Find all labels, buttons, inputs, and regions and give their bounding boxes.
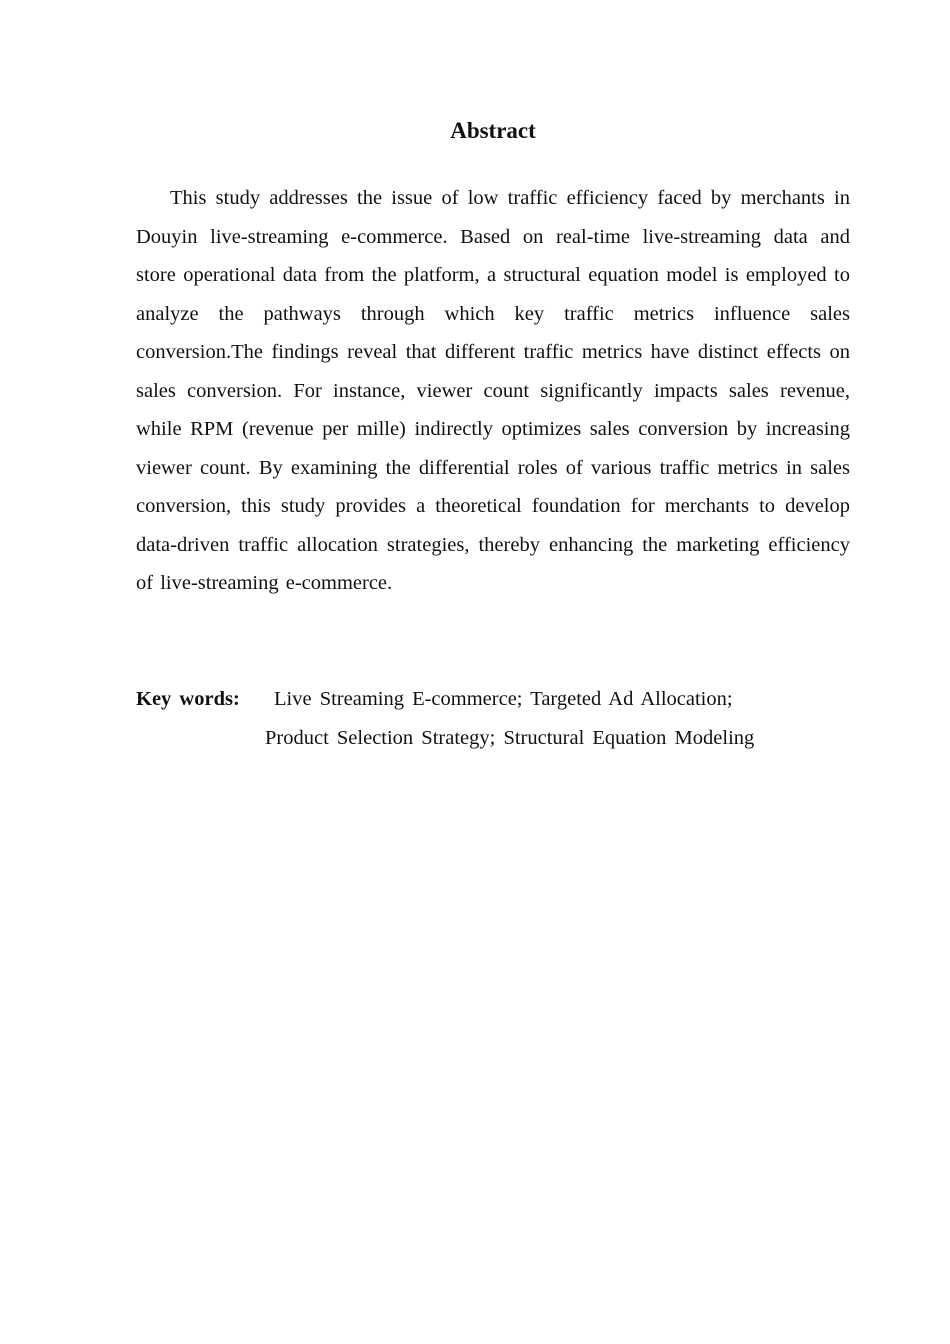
abstract-heading: Abstract (450, 118, 536, 143)
keywords-line-2: Product Selection Strategy; Structural Equation Modeling (265, 727, 755, 749)
keywords-label: Key words: (136, 688, 240, 710)
keywords-list (265, 680, 850, 758)
keywords-line-1: Live Streaming E-commerce; Targeted Ad Allocation; (274, 688, 733, 710)
abstract-paragraph: This study addresses the issue of low traffic efficiency faced by merchants in Douyin live-streaming e-commerce. Based on real-time live-streaming data and store operational data from the platform, a structural equation model is employed to analyze the pathways through which key traffic metrics influence sales conversion.The findings reveal that different traffic metrics have distinct effects on sales conversion. For instance, viewer count significantly impacts sales revenue, while RPM (revenue per mille) indirectly optimizes sales conversion by increasing viewer count. By examining the differential roles of various traffic metrics in sales conversion, this study provides a theoretical foundation for merchants to develop data-driven traffic allocation strategies, thereby enhancing the marketing efficiency of live-streaming e-commerce. (136, 187, 850, 594)
